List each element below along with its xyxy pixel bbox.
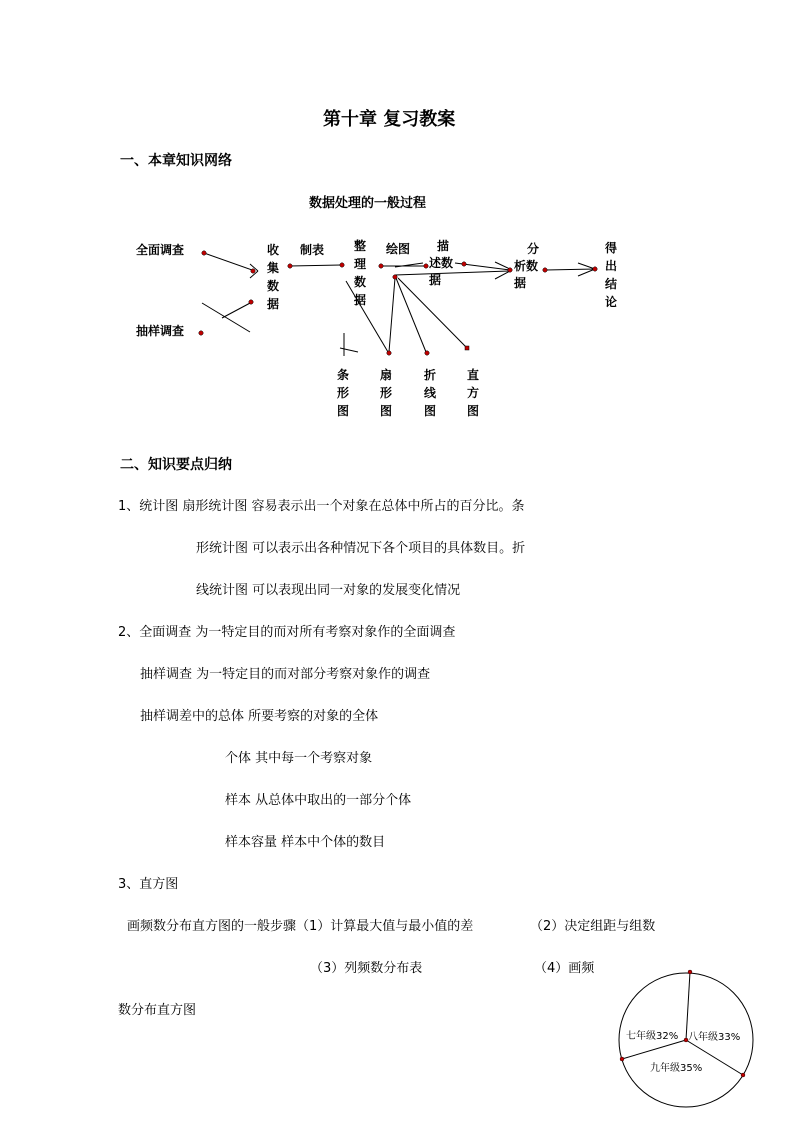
item-2-line-1: 2、全面调查 为一特定目的而对所有考察对象作的全面调查 [118, 625, 456, 640]
node-describe-data: 述数据 [429, 256, 454, 287]
node-draw-conclusion: 得出结论 [604, 241, 617, 309]
node-histogram: 直方图 [466, 368, 479, 418]
item-3-line-3: 数分布直方图 [118, 1003, 197, 1018]
item-2-line-4: 个体 其中每一个考察对象 [225, 751, 373, 766]
node-analyze-top: 分 [527, 242, 540, 256]
node-organize-data: 整理数据 [353, 239, 366, 307]
node-bar-chart: 条形图 [336, 368, 349, 418]
section-1-heading: 一、本章知识网络 [120, 153, 232, 169]
pie-slice-label-grade-8: 八年级33% [688, 1032, 741, 1043]
item-3-line-2a: （3）列频数分布表 [310, 961, 423, 976]
node-describe-top: 描 [437, 239, 450, 253]
pie-slice-label-grade-7: 七年级32% [626, 1031, 679, 1042]
node-full-survey: 全面调查 [136, 243, 185, 257]
section-2-heading: 二、知识要点归纳 [120, 457, 232, 473]
node-collect-data: 收集数据 [266, 243, 279, 311]
item-1-line-2: 形统计图 可以表示出各种情况下各个项目的具体数目。折 [196, 541, 526, 556]
item-3-line-2b: （4）画频 [534, 961, 595, 976]
item-2-line-3: 抽样调差中的总体 所要考察的对象的全体 [140, 709, 379, 724]
pie-slice-label-grade-9: 九年级35% [650, 1063, 703, 1074]
item-3-heading: 3、直方图 [118, 877, 179, 892]
page-title: 第十章 复习教案 [323, 109, 456, 130]
item-2-line-2: 抽样调查 为一特定目的而对部分考察对象作的调查 [140, 667, 431, 682]
node-pie-chart: 扇形图 [379, 368, 392, 418]
item-1-line-1: 1、统计图 扇形统计图 容易表示出一个对象在总体中所占的百分比。条 [118, 499, 525, 514]
node-line-chart: 折线图 [423, 368, 436, 418]
item-2-line-5: 样本 从总体中取出的一部分个体 [225, 793, 412, 808]
node-sample-survey: 抽样调查 [136, 324, 185, 338]
item-3-line-1a: 画频数分布直方图的一般步骤（1）计算最大值与最小值的差 [127, 919, 474, 934]
item-1-line-3: 线统计图 可以表现出同一对象的发展变化情况 [196, 583, 461, 598]
node-draw: 绘图 [386, 242, 411, 256]
diagram-title: 数据处理的一般过程 [309, 196, 427, 211]
node-make-table: 制表 [300, 243, 325, 257]
node-analyze-data: 析数据 [514, 259, 539, 290]
item-3-line-1b: （2）决定组距与组数 [530, 919, 656, 934]
item-2-line-6: 样本容量 样本中个体的数目 [225, 835, 386, 850]
